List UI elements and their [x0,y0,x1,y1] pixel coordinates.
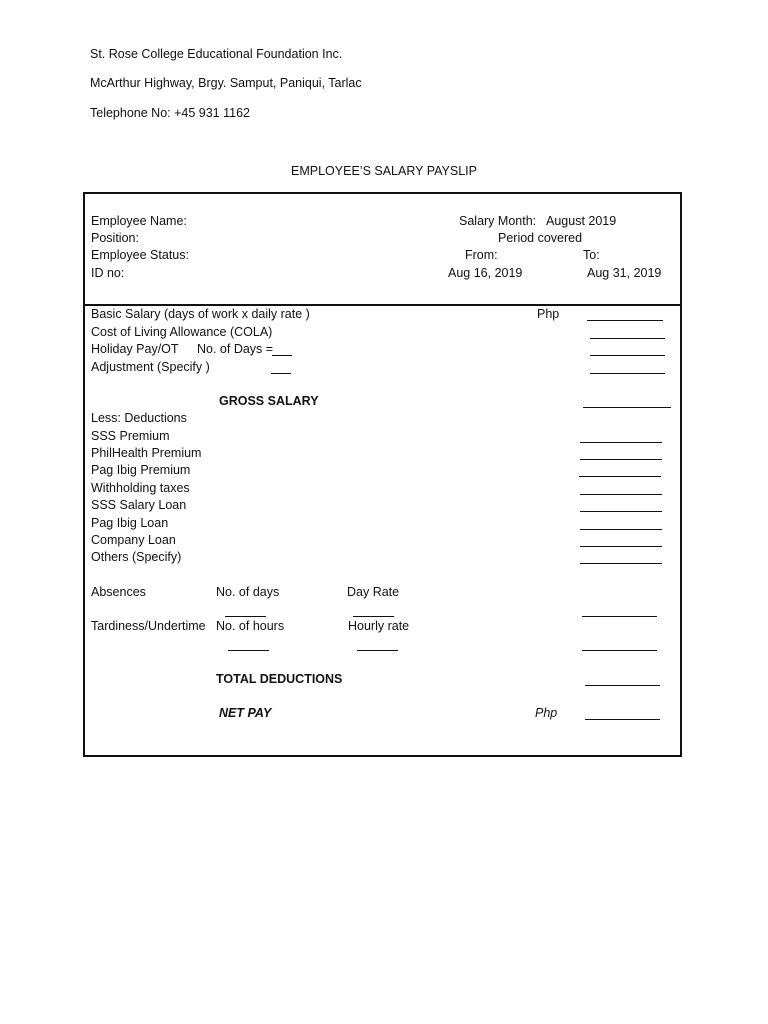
deduction-item: SSS Premium [91,429,170,443]
deduction-blank [580,546,662,547]
id-no-label: ID no: [91,266,125,280]
deduction-item: Others (Specify) [91,550,182,564]
organization-name: St. Rose College Educational Foundation Inc. [90,47,343,61]
organization-address: McArthur Highway, Brgy. Samput, Paniqui, Tarlac [90,76,362,90]
basic-salary-blank [587,320,663,321]
salary-month-value: August 2019 [546,214,617,228]
cola-blank [590,338,665,339]
deduction-item: SSS Salary Loan [91,498,187,512]
deduction-blank [580,511,662,512]
period-covered-label: Period covered [498,231,583,245]
period-to-date: Aug 31, 2019 [587,266,662,280]
total-deductions-blank [585,685,660,686]
deduction-blank [580,442,662,443]
holiday-days-label: No. of Days = [197,342,274,356]
tardiness-hourly-rate-label: Hourly rate [348,619,410,633]
absences-day-rate-label: Day Rate [347,585,400,599]
deduction-item: Withholding taxes [91,481,190,495]
adjustment-blank [590,373,665,374]
absences-days-blank [225,616,266,617]
absences-rate-blank [353,616,394,617]
cola-label: Cost of Living Allowance (COLA) [91,325,273,339]
deduction-item: Pag Ibig Loan [91,516,169,530]
absences-days-label: No. of days [216,585,280,599]
employee-status-label: Employee Status: [91,248,189,262]
net-pay-label: NET PAY [219,706,272,720]
gross-salary-label: GROSS SALARY [219,394,319,408]
gross-salary-blank [583,407,671,408]
deduction-blank [580,563,662,564]
basic-salary-label: Basic Salary (days of work x daily rate ) [91,307,310,321]
payslip-title: EMPLOYEE’S SALARY PAYSLIP [291,164,477,178]
deduction-blank [579,476,661,477]
adjustment-label: Adjustment (Specify ) [91,360,210,374]
total-deductions-label: TOTAL DEDUCTIONS [216,672,343,686]
tardiness-hours-blank [228,650,269,651]
deduction-blank [580,459,662,460]
holiday-pay-label: Holiday Pay/OT [91,342,179,356]
deduction-item: Pag Ibig Premium [91,463,191,477]
holiday-days-blank [272,355,292,356]
salary-month-label: Salary Month: [459,214,537,228]
net-pay-blank [585,719,660,720]
absences-label: Absences [91,585,146,599]
employee-name-label: Employee Name: [91,214,187,228]
adjustment-small-blank [271,373,291,374]
from-label: From: [465,248,498,262]
net-pay-currency: Php [535,706,558,720]
deduction-item: PhilHealth Premium [91,446,202,460]
tardiness-hours-label: No. of hours [216,619,285,633]
to-label: To: [583,248,600,262]
deduction-blank [580,529,662,530]
payslip-form [83,192,682,757]
absences-amount-blank [582,616,657,617]
deduction-blank [580,494,662,495]
period-from-date: Aug 16, 2019 [448,266,523,280]
position-label: Position: [91,231,139,245]
tardiness-rate-blank [357,650,398,651]
basic-salary-currency: Php [537,307,560,321]
tardiness-amount-blank [582,650,657,651]
holiday-pay-blank [590,355,665,356]
tardiness-label: Tardiness/Undertime [91,619,206,633]
organization-telephone: Telephone No: +45 931 1162 [90,106,250,120]
deductions-heading: Less: Deductions [91,411,187,425]
deduction-item: Company Loan [91,533,176,547]
